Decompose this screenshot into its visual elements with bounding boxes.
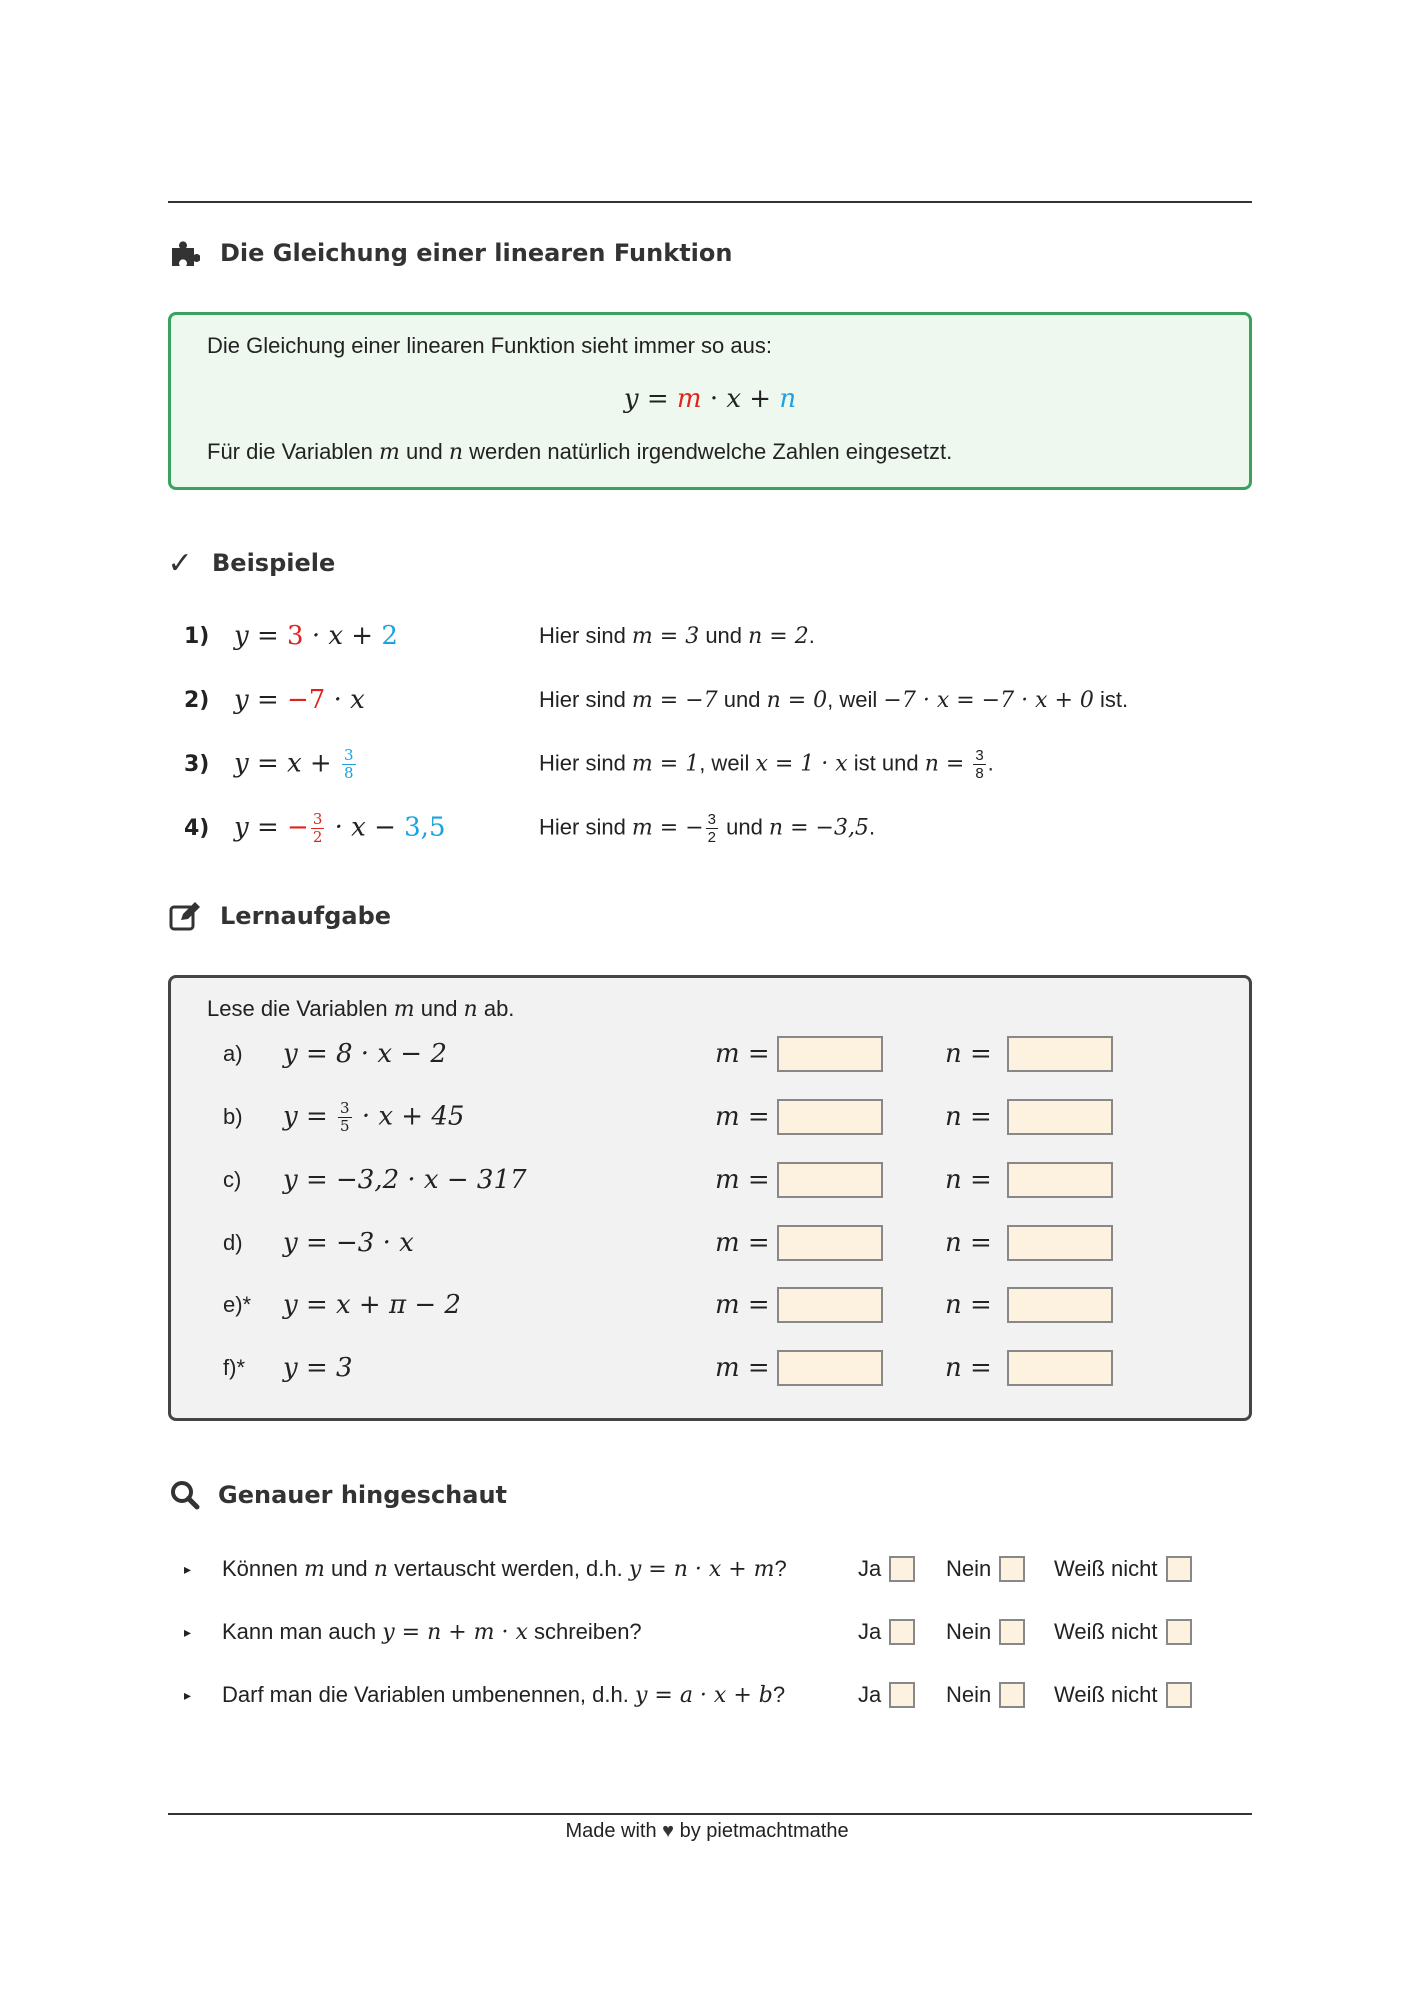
- task-row: [223, 1348, 1113, 1388]
- option-no: Nein: [946, 1619, 1054, 1645]
- note-n: n: [448, 440, 463, 465]
- yes-checkbox[interactable]: [889, 1556, 915, 1582]
- example-explanation: Hier sind m = − $\frac{3}{2}$ und n = −3,5.: [539, 810, 876, 846]
- example-explanation: Hier sind m = −7 und n = 0, weil −7 · x = −7 · x + 0 ist.: [539, 687, 1129, 713]
- option-yes: Ja: [858, 1556, 946, 1582]
- heart-icon: ♥: [662, 1820, 675, 1842]
- question-row: [184, 1612, 1192, 1652]
- example-equation: y = 3 · x + 2: [234, 621, 398, 651]
- task-equation: y = 3: [283, 1353, 353, 1383]
- note-text: Für die Variablen: [207, 439, 380, 464]
- n-label: n =: [945, 1102, 992, 1132]
- checkmark-icon: ✓: [167, 545, 193, 581]
- footer: [0, 1820, 1414, 1843]
- task-equation: y = x + π − 2: [283, 1290, 461, 1320]
- option-unknown: Weiß nicht: [1054, 1556, 1192, 1582]
- fraction: $\frac{3}{8}$: [343, 745, 354, 782]
- task-instruction: Lese die Variablen m und n ab.: [207, 996, 515, 1022]
- formula-n: n: [779, 384, 797, 414]
- option-yes: Ja: [858, 1619, 946, 1645]
- m-label: m =: [715, 1102, 770, 1132]
- section-title: Beispiele: [212, 549, 336, 577]
- task-label: c): [223, 1167, 242, 1192]
- option-unknown: Weiß nicht: [1054, 1682, 1192, 1708]
- bullet-icon: ▸: [184, 1560, 192, 1577]
- note-m: m: [379, 440, 400, 465]
- no-checkbox[interactable]: [999, 1619, 1025, 1645]
- note-text: und: [399, 439, 449, 464]
- fraction: $\frac{3}{5}$: [340, 1098, 350, 1135]
- example-number: 4): [184, 815, 210, 841]
- section-heading-definition: [168, 236, 732, 270]
- yes-checkbox[interactable]: [889, 1682, 915, 1708]
- unknown-checkbox[interactable]: [1166, 1682, 1192, 1708]
- example-number: 1): [184, 623, 210, 649]
- task-equation: y = −3 · x: [283, 1228, 414, 1258]
- formula-dot: ·: [701, 384, 727, 414]
- n-answer-field[interactable]: [1007, 1225, 1113, 1261]
- example-row: [184, 616, 815, 656]
- task-label: d): [223, 1230, 243, 1255]
- example-row: [184, 808, 875, 848]
- n-label: n =: [945, 1228, 992, 1258]
- footer-text: by pietmachtmathe: [674, 1820, 849, 1842]
- m-answer-field[interactable]: [777, 1287, 883, 1323]
- m-answer-field[interactable]: [777, 1350, 883, 1386]
- task-label: a): [223, 1041, 243, 1066]
- section-title: Genauer hingeschaut: [218, 1481, 508, 1509]
- unknown-checkbox[interactable]: [1166, 1556, 1192, 1582]
- example-row: [184, 744, 994, 784]
- m-answer-field[interactable]: [777, 1036, 883, 1072]
- m-answer-field[interactable]: [777, 1162, 883, 1198]
- task-row: [223, 1285, 1113, 1325]
- bullet-icon: ▸: [184, 1623, 192, 1640]
- task-label: f)*: [223, 1355, 245, 1380]
- question-text: Können m und n vertauscht werden, d.h. y = n · x + m?: [222, 1556, 787, 1582]
- task-equation: y = $\frac{3}{5}$ · x + 45: [283, 1098, 465, 1135]
- option-no: Nein: [946, 1556, 1054, 1582]
- definition-note: [207, 439, 952, 465]
- m-label: m =: [715, 1353, 770, 1383]
- fraction: $\frac{3}{2}$: [707, 810, 716, 846]
- m-answer-field[interactable]: [777, 1225, 883, 1261]
- section-heading-examples: [168, 546, 335, 580]
- section-title: Lernaufgabe: [220, 902, 392, 930]
- question-text: Darf man die Variablen umbenennen, d.h. y = a · x + b?: [222, 1682, 786, 1708]
- n-label: n =: [945, 1165, 992, 1195]
- n-answer-field[interactable]: [1007, 1099, 1113, 1135]
- no-checkbox[interactable]: [999, 1556, 1025, 1582]
- question-row: [184, 1675, 1192, 1715]
- task-row: [223, 1223, 1113, 1263]
- formula-y: y: [623, 384, 639, 414]
- task-row: [223, 1097, 1113, 1137]
- yes-checkbox[interactable]: [889, 1619, 915, 1645]
- n-label: n =: [945, 1290, 992, 1320]
- option-no: Nein: [946, 1682, 1054, 1708]
- no-checkbox[interactable]: [999, 1682, 1025, 1708]
- formula-x: x: [726, 384, 742, 414]
- note-text: werden natürlich irgendwelche Zahlen eingesetzt.: [463, 439, 953, 464]
- m-answer-field[interactable]: [777, 1099, 883, 1135]
- m-label: m =: [715, 1039, 770, 1069]
- n-label: n =: [945, 1353, 992, 1383]
- section-heading-task: [168, 899, 391, 933]
- m-label: m =: [715, 1165, 770, 1195]
- example-equation: y = − $\frac{3}{2}$ · x − 3,5: [234, 809, 446, 846]
- m-label: m =: [715, 1228, 770, 1258]
- section-title: Die Gleichung einer linearen Funktion: [220, 239, 733, 267]
- edit-icon: [168, 899, 202, 933]
- definition-formula: [171, 383, 1249, 414]
- task-row: [223, 1160, 1113, 1200]
- example-explanation: Hier sind m = 1, weil x = 1 · x ist und n = $\frac{3}{8}$ .: [539, 746, 994, 782]
- task-equation: y = 8 · x − 2: [283, 1039, 447, 1069]
- task-box: [168, 975, 1252, 1421]
- section-heading-questions: [168, 1478, 507, 1512]
- formula-m: m: [676, 384, 702, 414]
- footer-text: Made with: [565, 1820, 663, 1842]
- option-yes: Ja: [858, 1682, 946, 1708]
- task-equation: y = −3,2 · x − 317: [283, 1165, 527, 1195]
- m-label: m =: [715, 1290, 770, 1320]
- example-number: 3): [184, 751, 210, 777]
- n-answer-field[interactable]: [1007, 1162, 1113, 1198]
- task-label: e)*: [223, 1292, 252, 1317]
- task-row: [223, 1034, 1113, 1074]
- puzzle-icon: [168, 236, 202, 270]
- bullet-icon: ▸: [184, 1686, 192, 1703]
- n-answer-field[interactable]: [1007, 1036, 1113, 1072]
- task-label: b): [223, 1104, 243, 1129]
- formula-plus: +: [741, 384, 780, 414]
- example-explanation: Hier sind m = 3 und n = 2.: [539, 623, 815, 649]
- example-number: 2): [184, 687, 210, 713]
- unknown-checkbox[interactable]: [1166, 1619, 1192, 1645]
- top-rule: [168, 201, 1252, 203]
- example-equation: y = −7 · x: [234, 685, 365, 715]
- formula-eq: =: [638, 384, 677, 414]
- definition-box: [168, 312, 1252, 490]
- example-row: [184, 680, 1128, 720]
- fraction: $\frac{3}{2}$: [312, 809, 323, 846]
- option-unknown: Weiß nicht: [1054, 1619, 1192, 1645]
- example-equation: y = x + $\frac{3}{8}$: [234, 745, 354, 782]
- definition-intro: Die Gleichung einer linearen Funktion sieht immer so aus:: [207, 333, 772, 358]
- question-row: [184, 1549, 1192, 1589]
- bottom-rule: [168, 1813, 1252, 1815]
- n-label: n =: [945, 1039, 992, 1069]
- question-text: Kann man auch y = n + m · x schreiben?: [222, 1619, 642, 1645]
- n-answer-field[interactable]: [1007, 1350, 1113, 1386]
- search-icon: [168, 1478, 202, 1512]
- n-answer-field[interactable]: [1007, 1287, 1113, 1323]
- fraction: $\frac{3}{8}$: [975, 746, 984, 782]
